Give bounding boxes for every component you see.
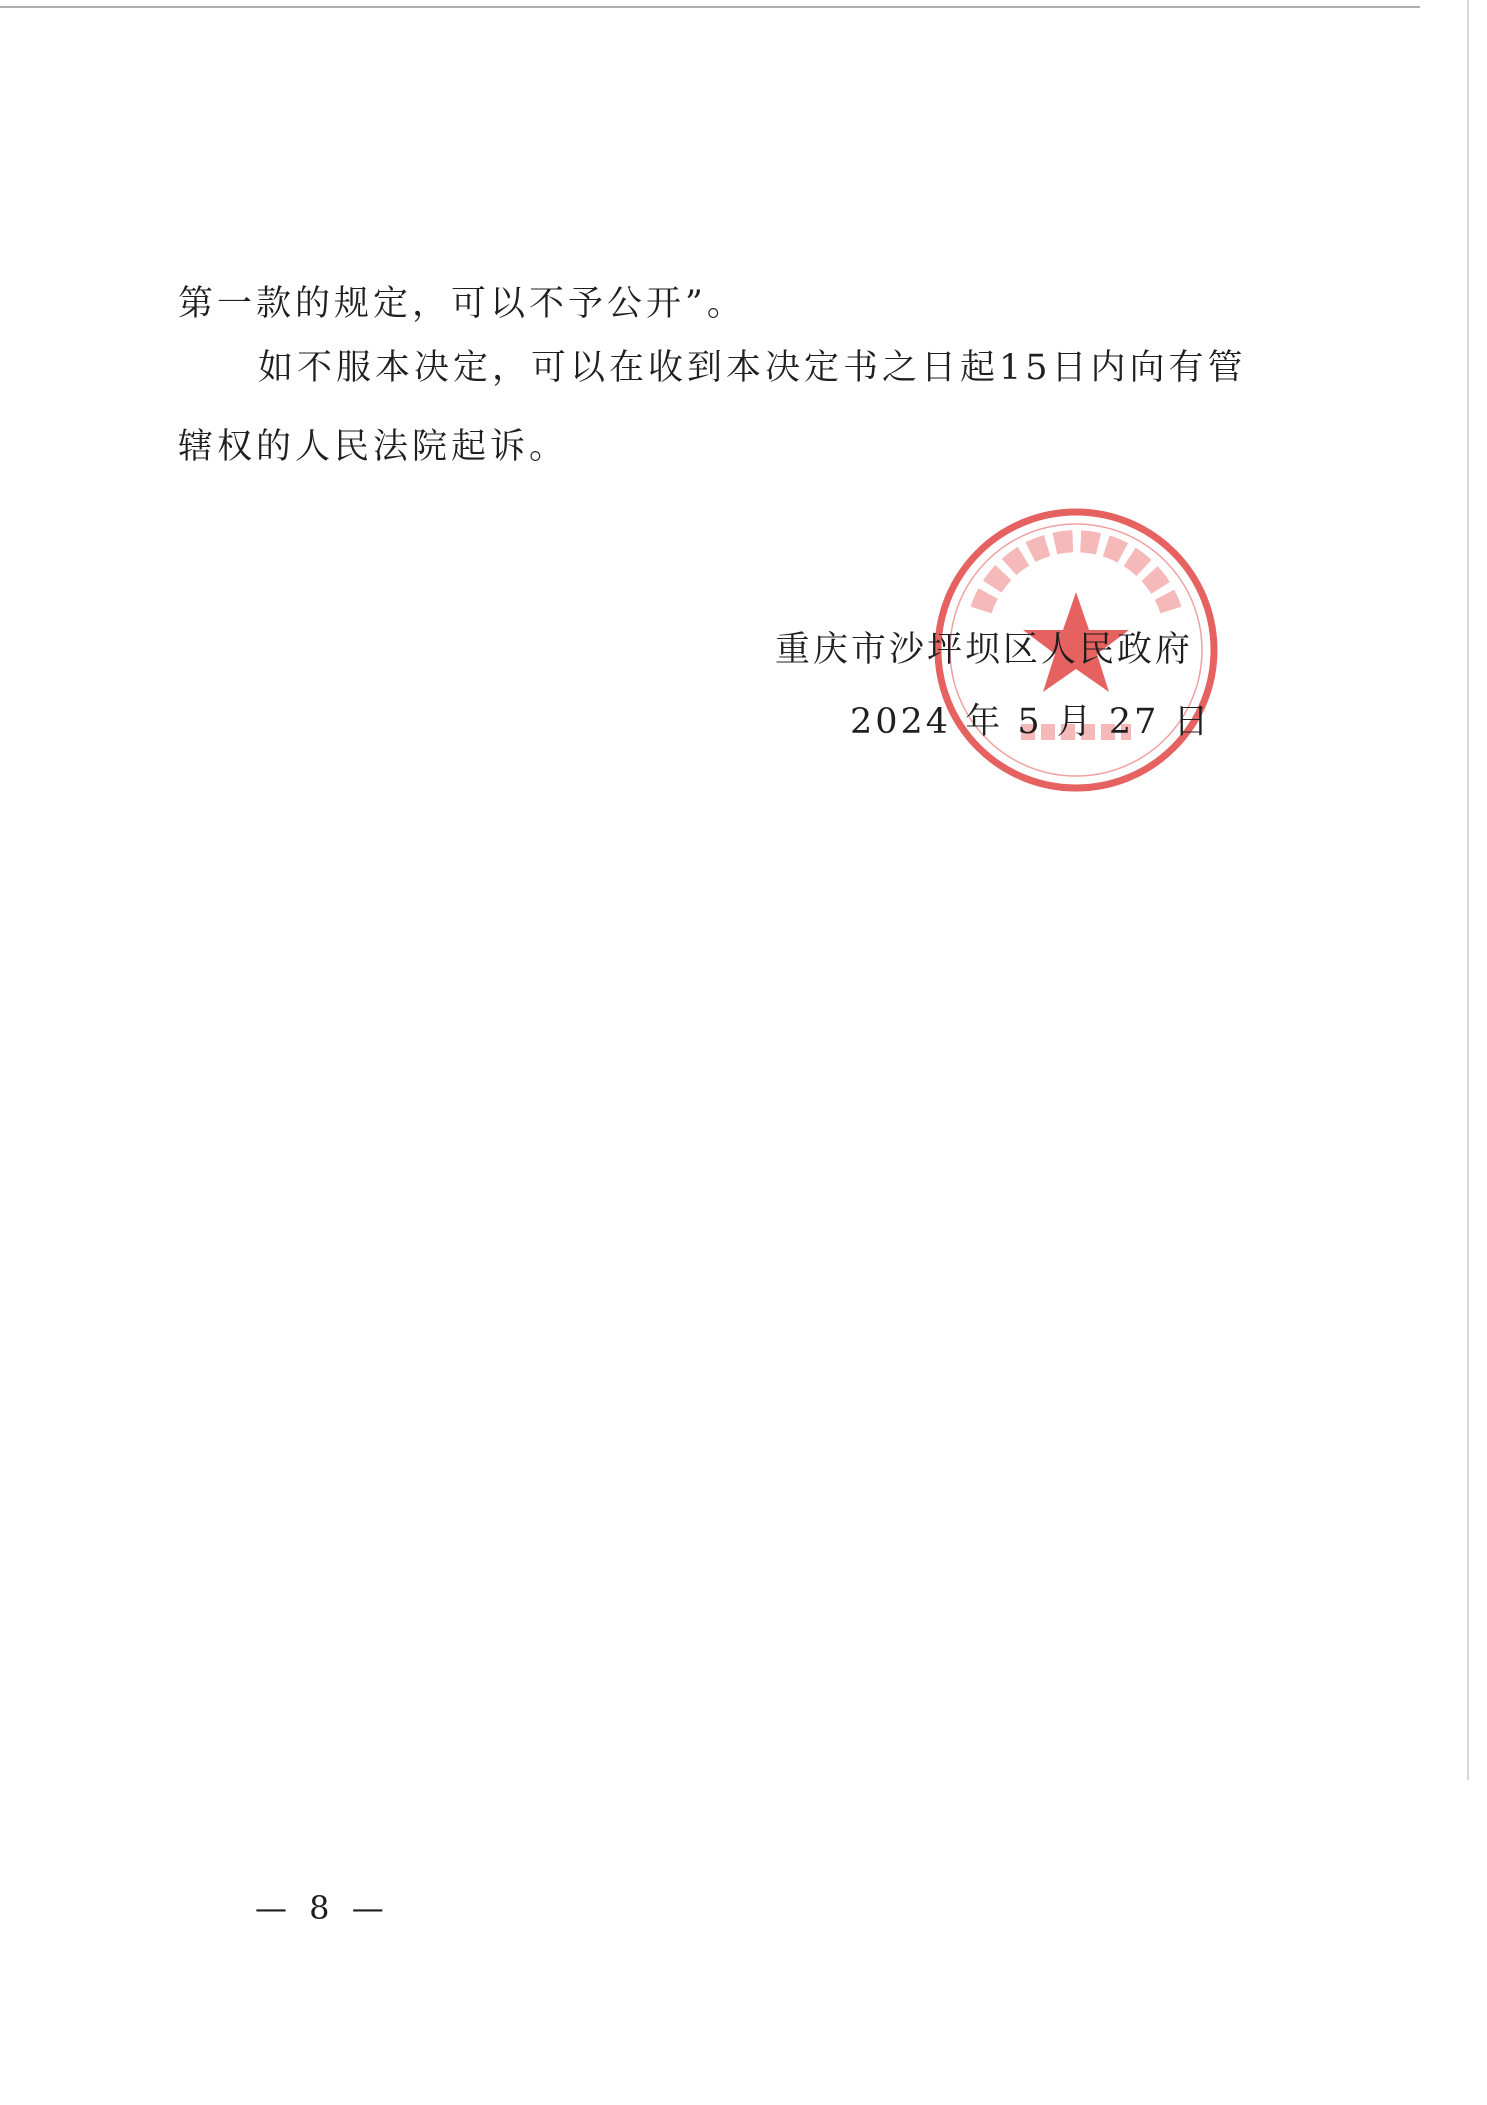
body-line-1: 第一款的规定，可以不予公开”。	[178, 284, 746, 324]
scan-right-edge	[1467, 0, 1469, 1780]
page-number: — 8 —	[255, 1889, 390, 1927]
signer-organization: 重庆市沙坪坝区人民政府	[775, 630, 1194, 670]
scan-top-edge	[0, 6, 1420, 8]
sign-date: 2024 年 5 月 27 日	[850, 702, 1212, 742]
body-line-2: 如不服本决定，可以在收到本决定书之日起15日内向有管	[258, 348, 1247, 388]
body-line-3: 辖权的人民法院起诉。	[178, 427, 569, 467]
